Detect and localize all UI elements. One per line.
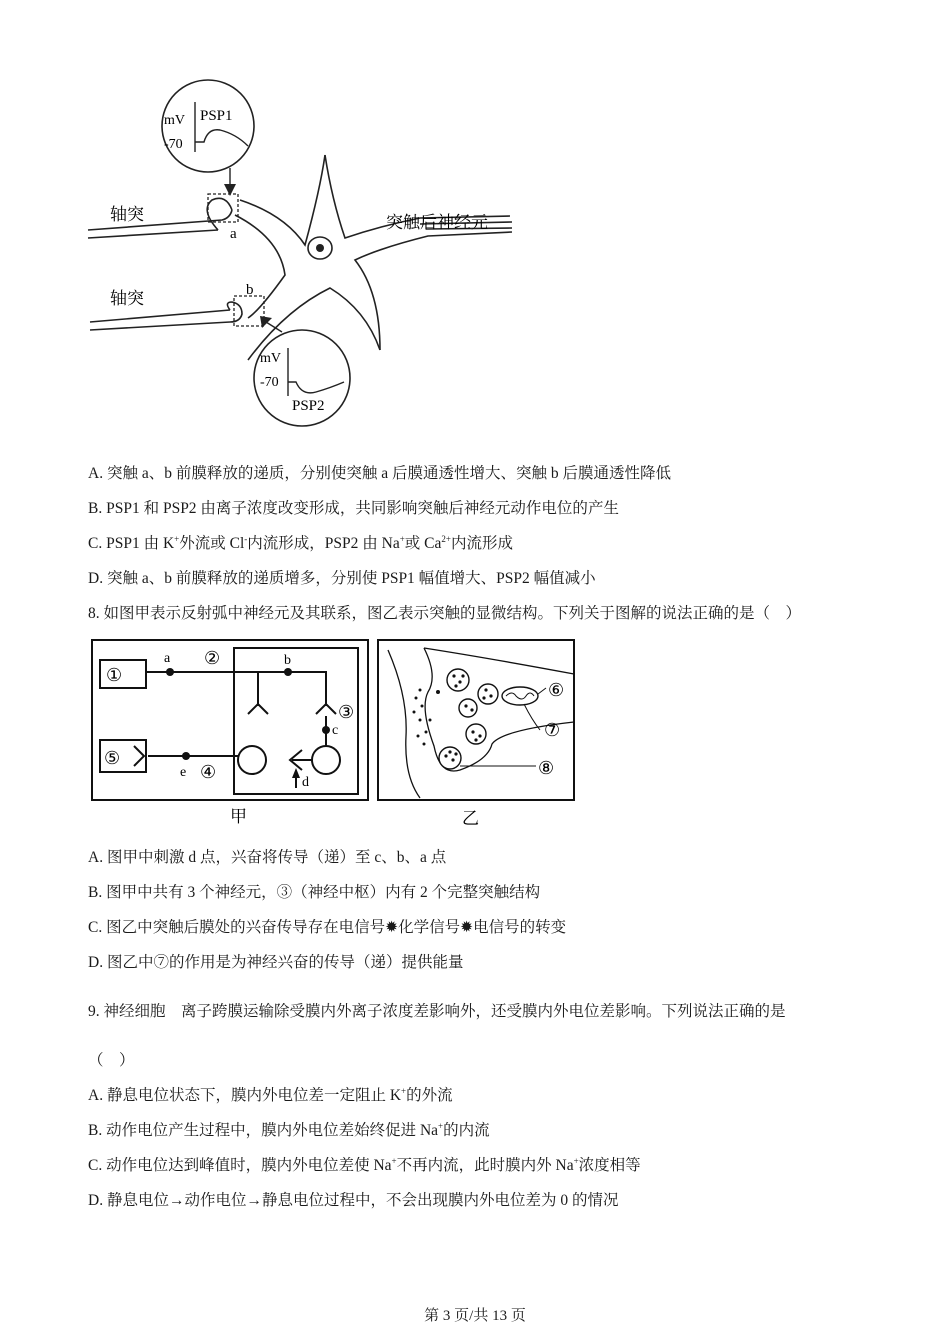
q7-option-c-part: 外流或 Cl bbox=[179, 535, 245, 552]
psp2-unit: mV bbox=[260, 351, 281, 366]
q9-option-c-part: 浓度相等 bbox=[578, 1157, 641, 1174]
q8-option-d: D. 图乙中⑦的作用是为神经兴奋的传导（递）提供能量 bbox=[88, 954, 464, 971]
postsynaptic-neuron-figure bbox=[80, 60, 520, 430]
synapse-a-terminal bbox=[207, 198, 232, 230]
label-d: d bbox=[302, 775, 309, 790]
label-a: a bbox=[164, 651, 171, 666]
synapse-b-terminal bbox=[227, 302, 242, 322]
label-n8: ⑧ bbox=[538, 758, 555, 778]
q9-option-c-part: C. 动作电位达到峰值时，膜内外电位差使 Na bbox=[88, 1157, 392, 1174]
label-n3: ③ bbox=[338, 702, 355, 722]
psp1-value: -70 bbox=[164, 137, 183, 152]
label-b: b bbox=[284, 653, 291, 668]
label-n2: ② bbox=[204, 648, 221, 668]
label-n4: ④ bbox=[200, 762, 217, 782]
q7-option-c-part: C. PSP1 由 K bbox=[88, 535, 175, 552]
q9-option-d: D. 静息电位→动作电位→静息电位过程中，不会出现膜内外电位差为 0 的情况 bbox=[88, 1192, 619, 1209]
q9-stem: 9. 神经细胞 离子跨膜运输除受膜内外离子浓度差影响外，还受膜内外电位差影响。下列说法正确的是 bbox=[88, 1003, 786, 1020]
q7-option-c-sup: 2+ bbox=[441, 534, 451, 544]
q8-stem: 8. 如图甲表示反射弧中神经元及其联系，图乙表示突触的显微结构。下列关于图解的说法正确的是（ ） bbox=[88, 605, 802, 622]
label-e: e bbox=[180, 765, 187, 780]
psp1-inset bbox=[162, 80, 254, 196]
label-n6: ⑥ bbox=[548, 680, 565, 700]
axon-label-bottom: 轴突 bbox=[110, 289, 144, 309]
q8-option-c-part: C. 图乙中突触后膜处的兴奋传导存在电信号 bbox=[88, 919, 386, 936]
q7-option-c-part: 内流形成，PSP2 由 Na bbox=[247, 535, 400, 552]
q9-option-b-part: B. 动作电位产生过程中，膜内外电位差始终促进 Na bbox=[88, 1122, 439, 1139]
q9-option-b bbox=[88, 1120, 490, 1142]
caption-jia: 甲 bbox=[230, 807, 247, 827]
reflex-arc-figure bbox=[88, 636, 582, 832]
psp2-value: -70 bbox=[260, 375, 279, 390]
synapse-a-box bbox=[208, 194, 238, 222]
q8-option-c-part: 化学信号 bbox=[398, 919, 461, 936]
signal-arrow-icon: ✹ bbox=[460, 919, 474, 936]
mitochondrion bbox=[502, 687, 538, 705]
q7-option-b: B. PSP1 和 PSP2 由离子浓度改变形成，共同影响突触后神经元动作电位的产生 bbox=[88, 500, 619, 517]
q7-option-d: D. 突触 a、b 前膜释放的递质增多，分别使 PSP1 幅值增大、PSP2 幅值减小 bbox=[88, 570, 596, 587]
q8-option-a: A. 图甲中刺激 d 点，兴奋将传导（递）至 c、b、a 点 bbox=[88, 849, 447, 866]
synapse-b-box bbox=[234, 296, 264, 326]
label-n5: ⑤ bbox=[104, 748, 121, 768]
q9-option-a-part: 的外流 bbox=[406, 1087, 453, 1104]
caption-yi: 乙 bbox=[462, 809, 479, 829]
psp1-label: PSP1 bbox=[200, 108, 233, 124]
q9-paren: （ ） bbox=[88, 1052, 135, 1069]
q9-option-b-sup: + bbox=[438, 1121, 444, 1131]
point-a-label: a bbox=[230, 226, 237, 242]
q9-option-c-sup: + bbox=[573, 1156, 579, 1166]
q8-option-c bbox=[88, 917, 566, 939]
q7-option-c-sup: + bbox=[399, 534, 405, 544]
q9-option-b-part: 的内流 bbox=[443, 1122, 490, 1139]
q8-option-c-part: 电信号的转变 bbox=[473, 919, 567, 936]
q7-option-c-sup: - bbox=[244, 534, 248, 544]
label-n1: ① bbox=[106, 665, 123, 685]
q7-option-c-part: 内流形成 bbox=[450, 535, 513, 552]
q7-option-c bbox=[88, 533, 513, 555]
q8-option-b: B. 图甲中共有 3 个神经元，③（神经中枢）内有 2 个完整突触结构 bbox=[88, 884, 541, 901]
neuron-label: 突触后神经元 bbox=[386, 213, 488, 233]
psp2-label: PSP2 bbox=[292, 398, 325, 414]
q9-option-c bbox=[88, 1155, 641, 1177]
q7-option-c-part: 或 Ca bbox=[404, 535, 442, 552]
label-n7: ⑦ bbox=[544, 720, 561, 740]
figure-yi bbox=[378, 640, 574, 800]
axon-label-top: 轴突 bbox=[110, 205, 144, 225]
q9-option-c-sup: + bbox=[391, 1156, 397, 1166]
page-footer: 第 3 页/共 13 页 bbox=[424, 1308, 526, 1324]
q7-option-a: A. 突触 a、b 前膜释放的递质，分别使突触 a 后膜通透性增大、突触 b 后膜通透性降低 bbox=[88, 465, 671, 482]
q9-option-a-sup: + bbox=[401, 1086, 407, 1096]
psp1-unit: mV bbox=[164, 113, 185, 128]
q9-option-a-part: A. 静息电位状态下，膜内外电位差一定阻止 K bbox=[88, 1087, 402, 1104]
q9-option-a bbox=[88, 1085, 453, 1107]
point-b-label: b bbox=[246, 282, 254, 298]
psp2-inset bbox=[254, 316, 350, 426]
q7-option-c-sup: + bbox=[174, 534, 180, 544]
signal-arrow-icon: ✹ bbox=[385, 919, 399, 936]
label-c: c bbox=[332, 723, 339, 738]
q9-option-c-part: 不再内流，此时膜内外 Na bbox=[396, 1157, 574, 1174]
